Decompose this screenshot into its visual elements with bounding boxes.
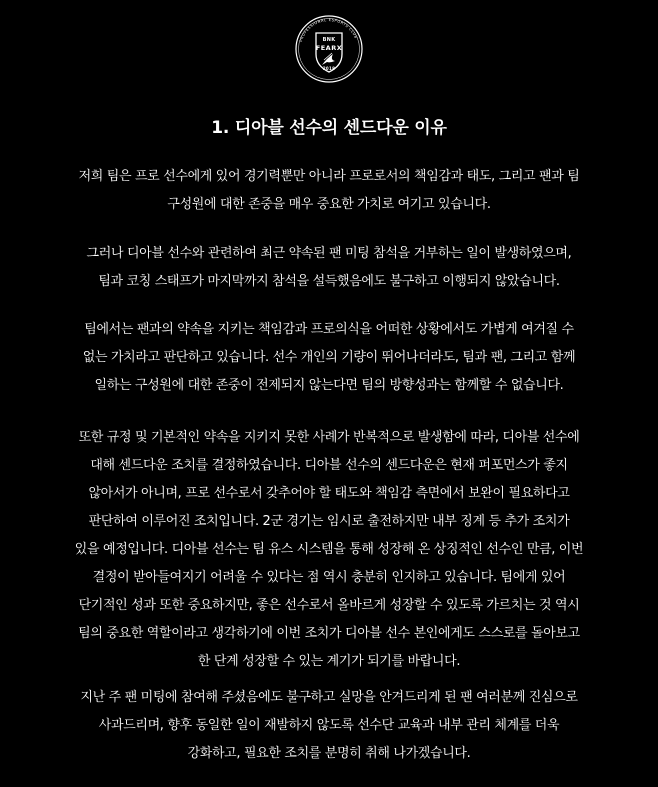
- paragraph-line: 대해 센드다운 조치를 결정하였습니다. 디아블 선수의 센드다운은 현재 퍼포먼스가 좋지: [90, 458, 568, 473]
- paragraph-4: [40, 424, 618, 676]
- paragraph-line: 단기적인 성과 또한 중요하지만, 좋은 선수로서 올바르게 성장할 수 있도록 가르치는 것 역시: [78, 598, 580, 613]
- paragraph-line: 그러나 디아블 선수와 관련하여 최근 약속된 팬 미팅 참석을 거부하는 일이 발생하였으며,: [86, 246, 572, 261]
- paragraph-line: 없는 가치라고 판단하고 있습니다. 선수 개인의 기량이 뛰어나더라도, 팀과 팬, 그리고 함께: [82, 350, 576, 365]
- paragraph-line: 팀과 코칭 스태프가 마지막까지 참석을 설득했음에도 불구하고 이행되지 않았습니다.: [98, 274, 560, 289]
- paragraph-line: 구성원에 대한 존중을 매우 중요한 가치로 여기고 있습니다.: [167, 197, 491, 212]
- paragraph-line: 판단하여 이루어진 조치입니다. 2군 경기는 임시로 출전하지만 내부 징계 등 추가 조치가: [88, 514, 570, 529]
- paragraph-line: 결정이 받아들여지기 어려울 수 있다는 점 역시 충분히 인지하고 있습니다. 팀에게 있어: [92, 570, 566, 585]
- paragraph-line: 팀의 중요한 역할이라고 생각하기에 이번 조치가 디아블 선수 본인에게도 스스로를 돌아보고: [78, 626, 580, 641]
- paragraph-1: [40, 163, 618, 219]
- paragraph-line: 강화하고, 필요한 조치를 분명히 취해 나가겠습니다.: [187, 746, 471, 761]
- logo-year-text: 2018: [322, 66, 336, 71]
- paragraph-line: 한 단계 성장할 수 있는 계기가 되기를 바랍니다.: [197, 654, 461, 669]
- paragraph-3: [40, 316, 618, 400]
- paragraph-line: 사과드리며, 향후 동일한 일이 재발하지 않도록 선수단 교육과 내부 관리 체계를 더욱: [98, 718, 560, 733]
- paragraph-line: 또한 규정 및 기본적인 약속을 지키지 못한 사례가 반복적으로 발생함에 따라, 디아블 선수에: [78, 430, 580, 445]
- paragraph-line: 않아서가 아니며, 프로 선수로서 갖추어야 할 태도와 책임감 측면에서 보완이 필요하다고: [88, 486, 570, 501]
- paragraph-line: 팀에서는 팬과의 약속을 지키는 책임감과 프로의식을 어떠한 상황에서도 가볍게 여겨질 수: [84, 322, 574, 337]
- logo-small-text: BNK: [322, 37, 336, 43]
- paragraph-line: 있을 예정입니다. 디아블 선수는 팀 유스 시스템을 통해 성장해 온 상징적인 선수인 만큼, 이번: [74, 542, 584, 557]
- paragraph-line: 일하는 구성원에 대한 존중이 전제되지 않는다면 팀의 방향성과는 함께할 수 없습니다.: [94, 378, 564, 393]
- team-logo: [294, 14, 364, 84]
- paragraph-line: 지난 주 팬 미팅에 참여해 주셨음에도 불구하고 실망을 안겨드리게 된 팬 여러분께 진심으로: [80, 690, 578, 705]
- paragraph-5: [40, 684, 618, 768]
- logo-ring-text: PROFESSIONAL ESPORTS CLUB: [298, 17, 358, 43]
- paragraph-line: 저희 팀은 프로 선수에게 있어 경기력뿐만 아니라 프로로서의 책임감과 태도, 그리고 팬과 팀: [78, 169, 580, 184]
- paragraph-2: [40, 240, 618, 296]
- article-title: 1. 디아블 선수의 센드다운 이유: [211, 118, 447, 138]
- logo-big-text: FEARX: [315, 44, 343, 52]
